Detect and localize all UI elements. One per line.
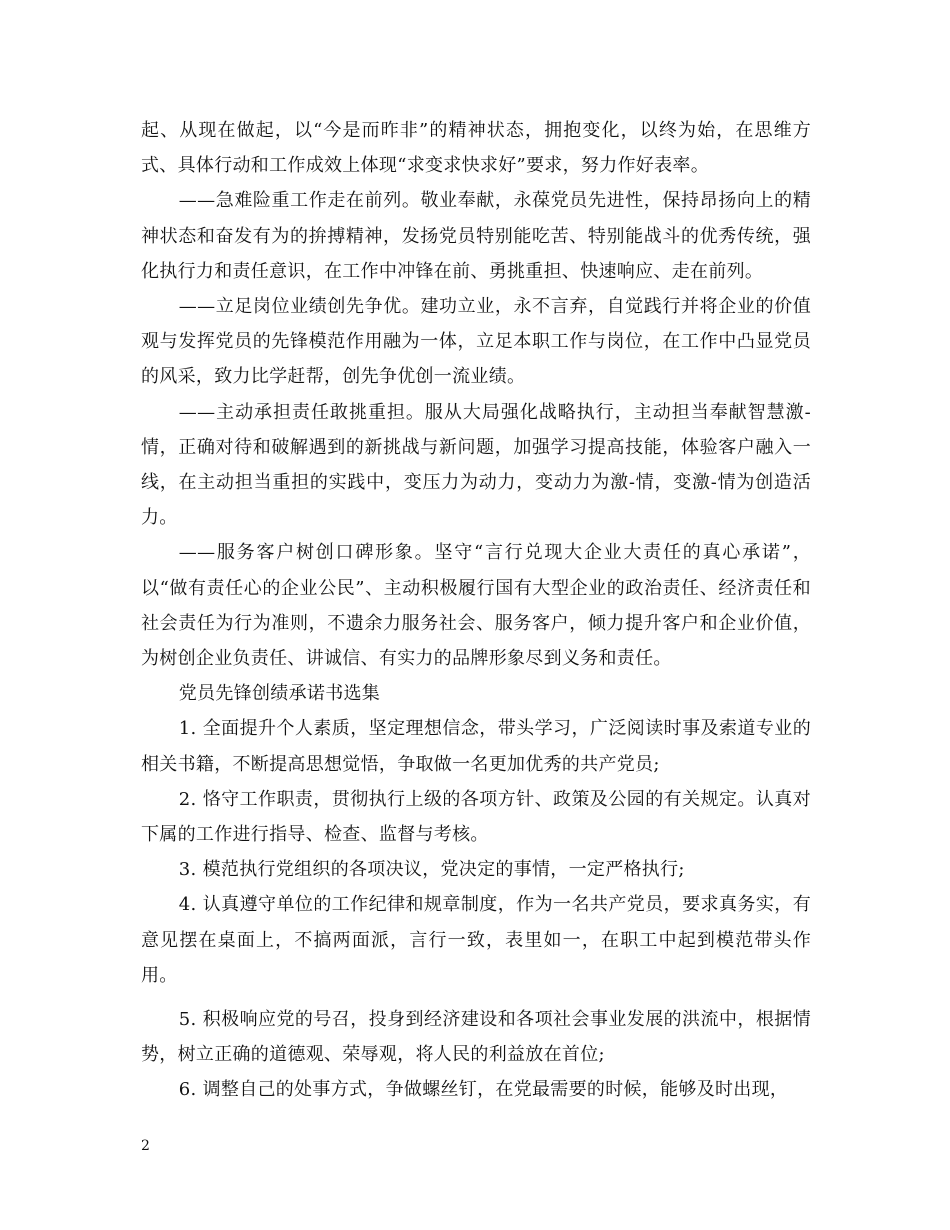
paragraph-urgent-tasks: ——急难险重工作走在前列。敬业奉献，永葆党员先进性，保持昂扬向上的精神状态和奋发有为的拚搏精神，发扬党员特别能吃苦、特别能战斗的优秀传统，强化执行力和责任意识，在工作中冲锋在前、勇挑重担、快速响应、走在前列。	[141, 190, 811, 282]
list-item-6: 6. 调整自己的处事方式，争做螺丝钉，在党最需要的时候，能够及时出现，	[178, 1079, 789, 1101]
list-item-1: 1. 全面提升个人素质，坚定理想信念，带头学习，广泛阅读时事及索道专业的相关书籍，不断提高思想觉悟，争取做一名更加优秀的共产党员;	[141, 718, 811, 775]
list-item-2: 2. 恪守工作职责，贯彻执行上级的各项方针、政策及公园的有关规定。认真对下属的工作进行指导、检查、监督与考核。	[141, 788, 811, 846]
document-body	[141, 113, 811, 1108]
list-item-4: 4. 认真遵守单位的工作纪律和规章制度，作为一名共产党员，要求真务实，有意见摆在桌面上，不搞两面派，言行一致，表里如一，在职工中起到模范带头作用。	[141, 894, 811, 986]
paragraph-responsibility: ——主动承担责任敢挑重担。服从大局强化战略执行，主动担当奉献智慧激-情，正确对待和破解遇到的新挑战与新问题，加强学习提高技能，体验客户融入一线，在主动担当重担的实践中，变压力为动力，变动力为激-情，变激-情为创造活力。	[141, 401, 811, 529]
section-heading: 党员先锋创绩承诺书选集	[178, 683, 381, 705]
list-item-3: 3. 模范执行党组织的各项决议，党决定的事情，一定严格执行;	[178, 859, 685, 881]
paragraph-post-performance: ——立足岗位业绩创先争优。建功立业，永不言弃，自觉践行并将企业的价值观与发挥党员的先锋模范作用融为一体，立足本职工作与岗位，在工作中凸显党员的风采，致力比学赶帮，创先争优创一流业绩。	[141, 296, 811, 388]
list-item-5: 5. 积极响应党的号召，投身到经济建设和各项社会事业发展的洪流中，根据情势，树立正确的道德观、荣辱观，将人民的利益放在首位;	[141, 1009, 811, 1066]
paragraph-continuation: 起、从现在做起，以“今是而昨非”的精神状态，拥抱变化，以终为始，在思维方式、具体行动和工作成效上体现“求变求快求好”要求，努力作好表率。	[141, 120, 811, 177]
paragraph-customer-service: ——服务客户树创口碑形象。坚守“言行兑现大企业大责任的真心承诺”，以“做有责任心的企业公民”、主动积极履行国有大型企业的政治责任、经济责任和社会责任为行为准则，不遗余力服务社会、服务客户，倾力提升客户和企业价值，为树创企业负责任、讲诚信、有实力的品牌形象尽到义务和责任。	[141, 542, 811, 670]
page-number: 2	[141, 1138, 150, 1154]
